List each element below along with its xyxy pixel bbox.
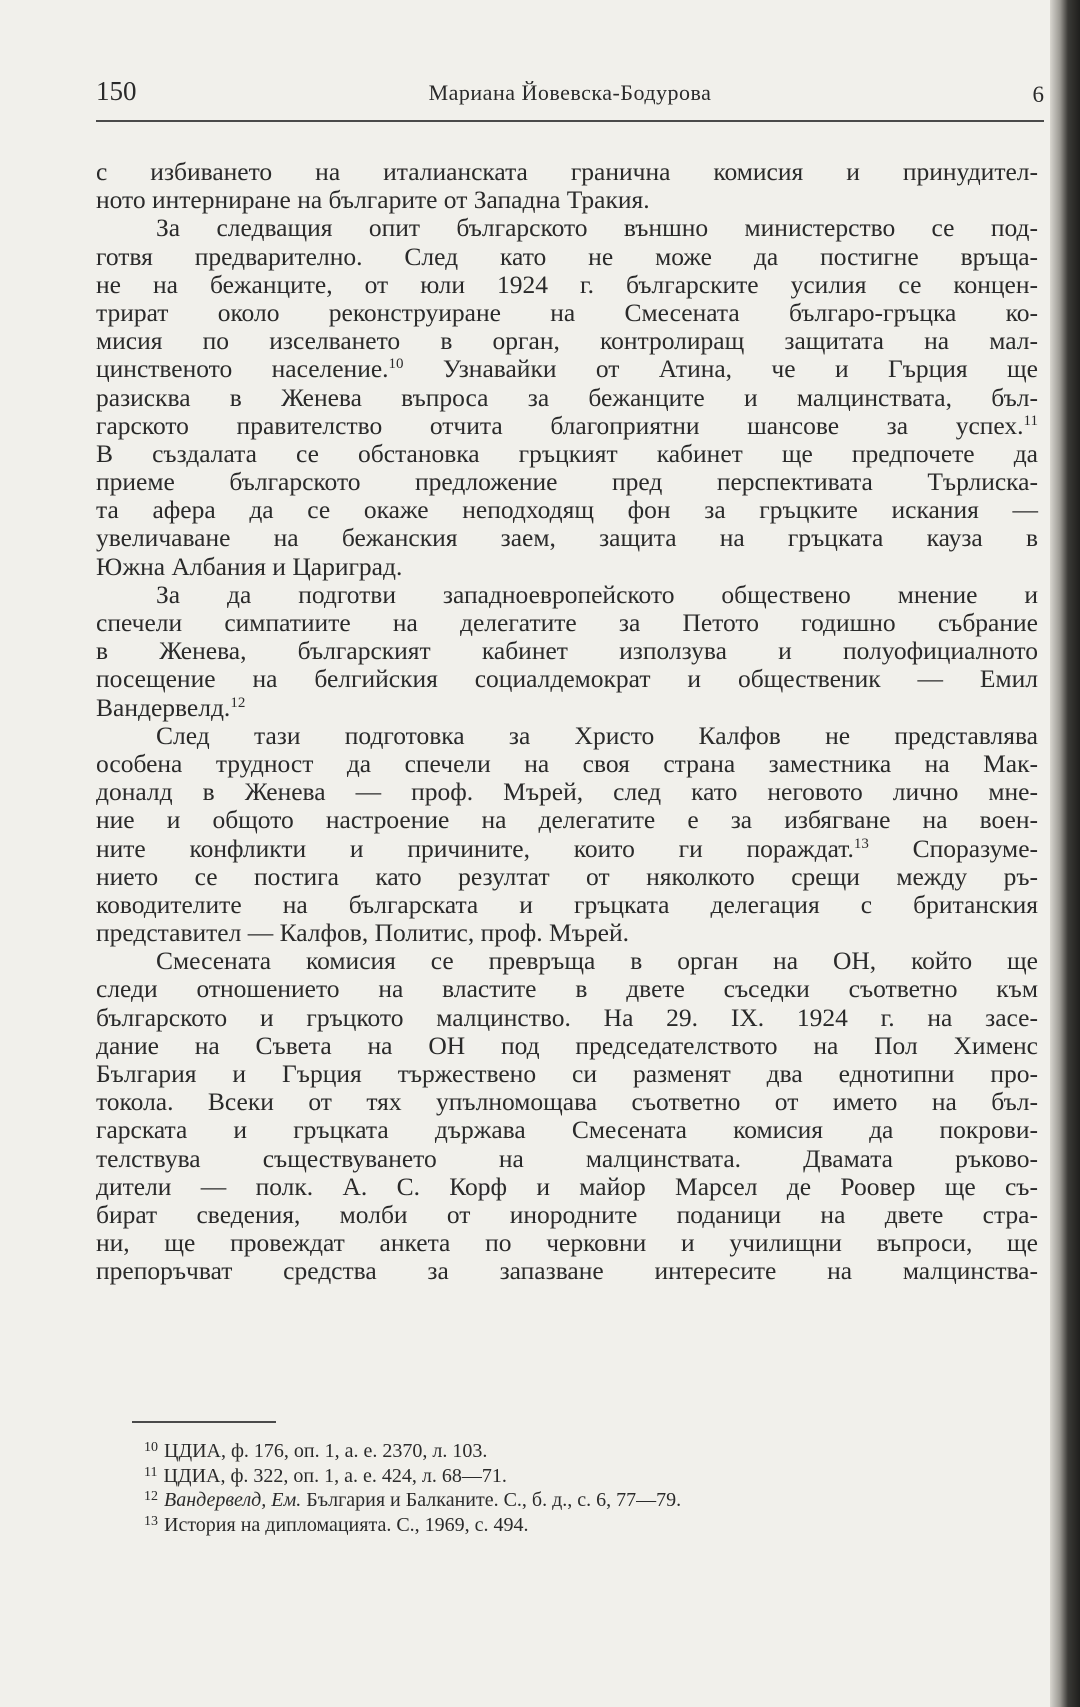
text-line bbox=[96, 214, 1038, 242]
text-line bbox=[96, 694, 1038, 722]
page-number: 150 bbox=[96, 76, 137, 106]
footnote-reference: 12 bbox=[230, 694, 246, 711]
line-text: готвя предварително. След като не може да постигне връща- bbox=[96, 241, 1038, 271]
line-text: ководителите на българската и гръцката делегация с британския bbox=[96, 889, 1038, 919]
line-text: телствува съществуването на малцинствата. Двамата ръково- bbox=[96, 1143, 1038, 1173]
footnote-rule bbox=[132, 1421, 276, 1423]
line-text: В създалата се обстановка гръцкият кабинет ще предпочете да bbox=[96, 438, 1038, 468]
footnotes bbox=[144, 1436, 964, 1534]
text-line bbox=[96, 1173, 1038, 1201]
running-head bbox=[96, 72, 1044, 112]
line-text: увеличаване на бежанския заем, защита на гръцката кауза в bbox=[96, 523, 1038, 553]
line-text: доналд в Женева — проф. Мърей, след като неговото лично мне- bbox=[96, 777, 1038, 807]
text-line bbox=[96, 243, 1038, 271]
footnote bbox=[144, 1461, 964, 1486]
line-text: в Женева, българският кабинет използува и полуофициалното bbox=[96, 636, 1038, 666]
text-line bbox=[96, 665, 1038, 693]
footnote bbox=[144, 1436, 964, 1461]
footnote-number: 10 bbox=[144, 1440, 158, 1455]
text-line bbox=[96, 891, 1038, 919]
line-text: мисия по изселването в орган, контролиращ защитата на мал- bbox=[96, 326, 1038, 356]
text-line bbox=[96, 975, 1038, 1003]
text-line bbox=[96, 947, 1038, 975]
text-line bbox=[96, 412, 1038, 440]
text-line bbox=[96, 553, 1038, 581]
footnote-text: ЦДИА, ф. 322, оп. 1, а. е. 424, л. 68—71. bbox=[163, 1464, 507, 1487]
line-text: За да подготви западноевропейското обществено мнение и bbox=[156, 579, 1038, 609]
text-line bbox=[96, 581, 1038, 609]
text-line bbox=[96, 327, 1038, 355]
footnote-author: Вандервелд, Ем. bbox=[164, 1489, 302, 1512]
body-text bbox=[96, 158, 1038, 1286]
line-text: препоръчват средства за запазване интересите на малцинства- bbox=[96, 1256, 1038, 1286]
text-line bbox=[96, 1004, 1038, 1032]
footnote-text: България и Балканите. С., б. д., с. 6, 77—79. bbox=[301, 1489, 682, 1512]
line-text: България и Гърция тържествено си разменят два еднотипни про- bbox=[96, 1059, 1038, 1088]
line-text: ното интерниране на българите от Западна Тракия. bbox=[96, 185, 650, 215]
line-text: спечели симпатиите на делегатите за Петото годишно събрание bbox=[96, 608, 1038, 637]
line-text: разисква в Женева въпроса за бежанците и малцинствата, бъл- bbox=[96, 382, 1038, 412]
text-line bbox=[96, 750, 1038, 778]
text-line bbox=[96, 186, 1038, 214]
line-text: особена трудност да спечели на своя страна заместника на Мак- bbox=[96, 748, 1038, 778]
line-text: ни, ще провеждат анкета по черковни и училищни въпроси, ще bbox=[96, 1228, 1038, 1258]
line-text: приеме българското предложение пред перспективата Търлиска- bbox=[96, 467, 1038, 497]
line-text: посещение на белгийския социалдемократ и общественик — Емил bbox=[96, 664, 1038, 694]
line-text: гарското правителство отчита благоприятни шансове за успех. bbox=[96, 410, 1024, 440]
line-text: следи отношението на властите в двете съседки съответно към bbox=[96, 974, 1038, 1004]
text-line bbox=[96, 919, 1038, 947]
text-line bbox=[96, 299, 1038, 327]
line-text: Вандервелд. bbox=[96, 692, 231, 722]
line-text: Смесената комисия се превръща в орган на ОН, който ще bbox=[156, 946, 1038, 976]
text-line bbox=[96, 1088, 1038, 1116]
text-line bbox=[96, 355, 1038, 383]
footnote-reference: 10 bbox=[388, 356, 404, 373]
text-line bbox=[96, 1201, 1038, 1229]
text-line bbox=[96, 384, 1038, 412]
footnote-number: 11 bbox=[144, 1464, 158, 1480]
line-text: цинственото население. bbox=[96, 354, 389, 384]
text-line bbox=[96, 778, 1038, 806]
text-line bbox=[96, 496, 1038, 524]
text-line bbox=[96, 158, 1038, 186]
line-text: българското и гръцкото малцинство. На 29. IX. 1924 г. на засе- bbox=[96, 1002, 1038, 1032]
text-line bbox=[96, 440, 1038, 468]
line-text: не на бежанците, от юли 1924 г. българските усилия се концен- bbox=[96, 269, 1038, 299]
footnote-number: 13 bbox=[144, 1513, 158, 1529]
line-text: нието се постига като резултат от няколкото срещи между ръ- bbox=[96, 861, 1038, 891]
line-text: токола. Всеки от тях упълномощава съответно от името на бъл- bbox=[96, 1087, 1038, 1117]
text-line bbox=[96, 863, 1038, 891]
text-line bbox=[96, 722, 1038, 750]
line-text-continued: Узнавайки от Атина, че и Гърция ще bbox=[403, 354, 1038, 384]
line-text: бират сведения, молби от инородните поданици на двете стра- bbox=[96, 1199, 1038, 1229]
header-rule bbox=[96, 120, 1044, 122]
line-text: дители — полк. А. С. Корф и майор Марсел де Роовер ще съ- bbox=[96, 1171, 1038, 1201]
footnote-text: История на дипломацията. С., 1969, с. 494. bbox=[164, 1513, 529, 1536]
line-text-continued: Споразуме- bbox=[868, 833, 1039, 863]
text-line bbox=[96, 637, 1038, 665]
text-line bbox=[96, 1116, 1038, 1144]
book-spine-shadow bbox=[1050, 0, 1080, 1707]
text-line bbox=[96, 609, 1038, 637]
line-text: та афера да се окаже неподходящ фон за гръцките искания — bbox=[96, 495, 1038, 525]
footnote-number: 12 bbox=[144, 1489, 158, 1505]
text-line bbox=[96, 1145, 1038, 1173]
line-text: ние и общото настроение на делегатите е за избягване на воен- bbox=[96, 805, 1038, 835]
footnote-reference: 11 bbox=[1023, 412, 1038, 429]
text-line bbox=[96, 271, 1038, 299]
text-line bbox=[96, 524, 1038, 552]
text-line bbox=[96, 1257, 1038, 1285]
line-text: ните конфликти и причините, които ги пораждат. bbox=[96, 833, 854, 863]
text-line bbox=[96, 806, 1038, 834]
footnote-text: ЦДИА, ф. 176, оп. 1, а. е. 2370, л. 103. bbox=[164, 1440, 488, 1462]
footnote-reference: 13 bbox=[853, 835, 869, 852]
footnote bbox=[144, 1510, 964, 1535]
line-text: След тази подготовка за Христо Калфов не представлява bbox=[156, 720, 1038, 750]
text-line bbox=[96, 468, 1038, 496]
line-text: трират около реконструиране на Смесената българо-гръцка ко- bbox=[96, 297, 1038, 327]
line-text: представител — Калфов, Политис, проф. Мърей. bbox=[96, 918, 629, 948]
line-text: гарската и гръцката държава Смесената комисия да покрови- bbox=[96, 1115, 1038, 1145]
text-line bbox=[96, 835, 1038, 863]
text-line bbox=[96, 1229, 1038, 1257]
line-text: Южна Албания и Цариград. bbox=[96, 551, 403, 581]
running-title: Мариана Йовевска-Бодурова bbox=[428, 80, 712, 105]
line-text: с избиването на италианската гранична комисия и принудител- bbox=[96, 157, 1038, 186]
line-text: За следващия опит българското външно министерство се под- bbox=[156, 213, 1038, 243]
text-line bbox=[96, 1060, 1038, 1088]
signature-mark: 6 bbox=[1032, 82, 1044, 107]
line-text: дание на Съвета на ОН под председателството на Пол Хименс bbox=[96, 1030, 1038, 1060]
footnote bbox=[144, 1485, 964, 1510]
text-line bbox=[96, 1032, 1038, 1060]
